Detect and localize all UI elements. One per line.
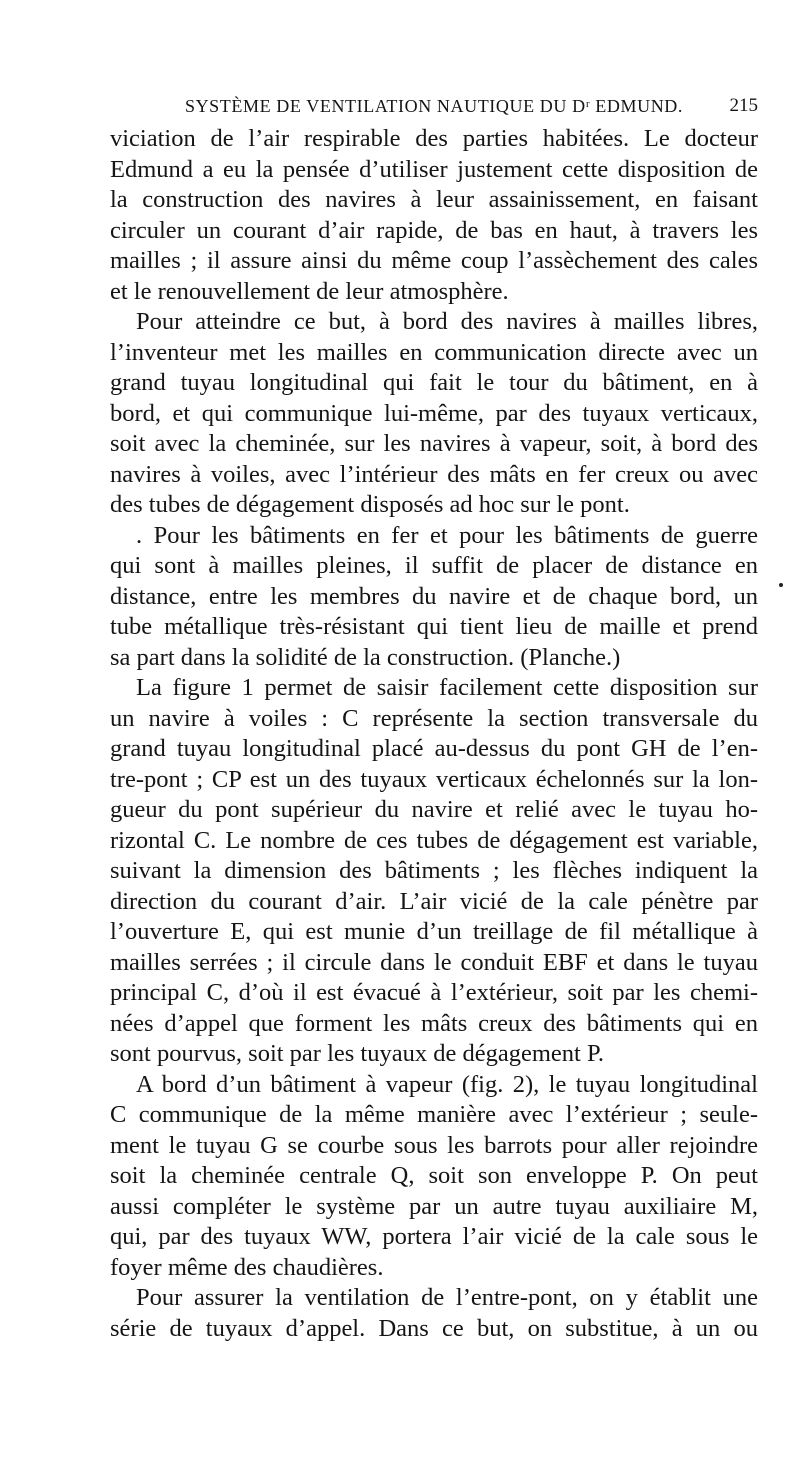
text-line: rizontal C. Le nombre de ces tubes de dégagement est variable, — [110, 826, 758, 854]
paragraph-start-line: La figure 1 permet de saisir facilement cette disposition sur — [136, 674, 758, 701]
text-line: mailles serrées ; il circule dans le conduit EBF et dans le tuyau — [110, 948, 758, 976]
text-line: grand tuyau longitudinal qui fait le tour du bâtiment, en à — [110, 369, 758, 396]
body-text — [110, 124, 758, 1344]
text-line: la construction des navires à leur assainissement, en faisant — [110, 186, 758, 213]
text-line: l’inventeur met les mailles en communication directe avec un — [110, 338, 758, 366]
text-line: tre-pont ; CP est un des tuyaux verticaux échelonnés sur la lon- — [110, 765, 758, 793]
paragraph-start-line: A bord d’un bâtiment à vapeur (fig. 2), le tuyau longitudinal — [136, 1070, 758, 1098]
running-title: SYSTÈME DE VENTILATION NAUTIQUE DU Dʳ EDMUND. — [184, 96, 684, 116]
text-line: ment le tuyau G se courbe sous les barrots pour aller rejoindre — [110, 1131, 758, 1159]
text-line: qui sont à mailles pleines, il suffit de placer de distance en — [110, 552, 758, 579]
text-line: principal C, d’où il est évacué à l’extérieur, soit par les chemi- — [110, 979, 758, 1006]
text-line: sont pourvus, soit par les tuyaux de dégagement P. — [110, 1040, 605, 1067]
text-line: un navire à voiles : C représente la section transversale du — [110, 704, 758, 732]
text-line: viciation de l’air respirable des parties habitées. Le docteur — [110, 125, 758, 152]
text-line: série de tuyaux d’appel. Dans ce but, on substitue, à un ou — [110, 1314, 758, 1342]
text-line: tube métallique très-résistant qui tient lieu de maille et prend — [110, 613, 758, 640]
running-head — [110, 92, 758, 120]
text-line: circuler un courant d’air rapide, de bas en haut, à travers les — [110, 216, 758, 244]
text-line: soit avec la cheminée, sur les navires à vapeur, soit, à bord des — [110, 430, 758, 457]
text-line: sa part dans la solidité de la construction. (Planche.) — [110, 643, 621, 671]
text-line: bord, et qui communique lui-même, par des tuyaux verticaux, — [110, 399, 758, 427]
margin-ink-speck — [779, 583, 783, 587]
text-line: gueur du pont supérieur du navire et relié avec le tuyau ho- — [110, 796, 758, 823]
text-line: l’ouverture E, qui est munie d’un treillage de fil métallique à — [110, 918, 758, 945]
paragraph-start-line: Pour atteindre ce but, à bord des navires à mailles libres, — [136, 308, 758, 335]
text-line: mailles ; il assure ainsi du même coup l’assèchement des cales — [110, 247, 758, 274]
text-line: navires à voiles, avec l’intérieur des mâts en fer creux ou avec — [110, 460, 758, 488]
text-line: qui, par des tuyaux WW, portera l’air vicié de la cale sous le — [110, 1223, 758, 1250]
text-line: distance, entre les membres du navire et de chaque bord, un — [110, 582, 758, 610]
text-line: direction du courant d’air. L’air vicié de la cale pénètre par — [110, 887, 758, 915]
text-line: Edmund a eu la pensée d’utiliser justement cette disposition de — [110, 155, 758, 183]
text-line: nées d’appel que forment les mâts creux des bâtiments qui en — [110, 1009, 758, 1037]
text-line: grand tuyau longitudinal placé au-dessus du pont GH de l’en- — [110, 735, 758, 762]
paragraph-start-line: . Pour les bâtiments en fer et pour les bâtiments de guerre — [136, 521, 758, 549]
text-line: soit la cheminée centrale Q, soit son enveloppe P. On peut — [110, 1162, 758, 1189]
text-line: aussi compléter le système par un autre tuyau auxiliaire M, — [110, 1192, 758, 1220]
text-line: suivant la dimension des bâtiments ; les flèches indiquent la — [110, 857, 758, 884]
text-line: C communique de la même manière avec l’extérieur ; seule- — [110, 1101, 758, 1128]
page-number: 215 — [729, 95, 758, 116]
text-line: foyer même des chaudières. — [110, 1253, 384, 1281]
text-line: des tubes de dégagement disposés ad hoc sur le pont. — [110, 491, 630, 518]
paragraph-start-line: Pour assurer la ventilation de l’entre-pont, on y établit une — [136, 1284, 758, 1311]
text-line: et le renouvellement de leur atmosphère. — [110, 277, 509, 305]
